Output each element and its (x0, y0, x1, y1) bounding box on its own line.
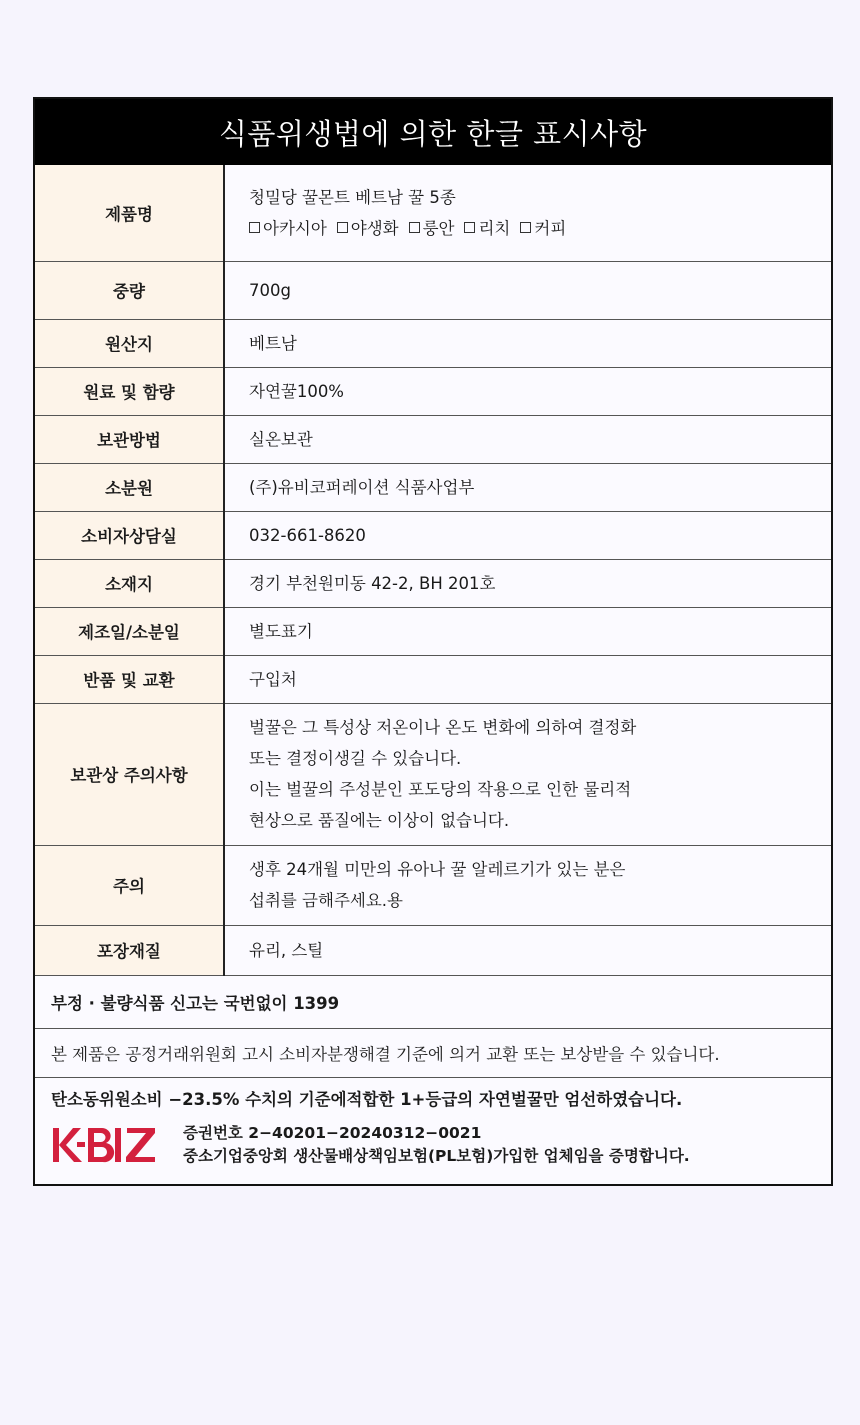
variant-option (249, 219, 327, 238)
table-row (35, 703, 831, 845)
checkbox-square-icon (409, 222, 420, 233)
variant-option (464, 219, 510, 238)
info-table (35, 165, 831, 976)
checkbox-square-icon (337, 222, 348, 233)
row-value (224, 925, 831, 975)
table-row (35, 261, 831, 319)
value-line: 유리, 스틸 (249, 940, 324, 960)
checkbox-square-icon (249, 222, 260, 233)
row-label: 중량 (35, 261, 224, 319)
value-line: 700g (249, 280, 291, 300)
row-value (224, 463, 831, 511)
kbiz-text (183, 1122, 690, 1168)
table-row (35, 165, 831, 261)
value-line: 베트남 (249, 333, 297, 353)
row-label: 소비자상담실 (35, 511, 224, 559)
row-label: 주의 (35, 845, 224, 925)
variant-option (337, 219, 399, 238)
table-row (35, 367, 831, 415)
certification-footer (35, 1078, 831, 1184)
label-sheet (33, 97, 833, 1186)
variant-option-label: 커피 (534, 218, 567, 238)
variant-option (409, 219, 455, 238)
value-line: 청밀당 꿀몬트 베트남 꿀 5종 (249, 187, 456, 207)
value-line: 현상으로 품질에는 이상이 없습니다. (249, 811, 510, 830)
row-label: 원산지 (35, 319, 224, 367)
cert-statement: 중소기업중앙회 생산물배상책임보험(PL보험)가입한 업체임을 증명합니다. (183, 1146, 690, 1165)
value-line: 경기 부천원미동 42-2, BH 201호 (249, 573, 496, 593)
row-label: 소재지 (35, 559, 224, 607)
row-value (224, 165, 831, 261)
value-line: 벌꿀은 그 특성상 저온이나 온도 변화에 의하여 결정화 (249, 718, 637, 737)
row-value (224, 319, 831, 367)
value-line: 생후 24개월 미만의 유아나 꿀 알레르기가 있는 분은 (249, 860, 626, 879)
value-line: (주)유비코퍼레이션 식품사업부 (249, 477, 475, 497)
row-label: 원료 및 함량 (35, 367, 224, 415)
value-line: 실온보관 (249, 429, 313, 449)
row-value (224, 845, 831, 925)
variant-option-label: 아카시아 (263, 218, 327, 238)
kbiz-row (51, 1122, 831, 1168)
row-label: 제조일/소분일 (35, 607, 224, 655)
row-label: 소분원 (35, 463, 224, 511)
table-row (35, 559, 831, 607)
row-label: 반품 및 교환 (35, 655, 224, 703)
checkbox-square-icon (520, 222, 531, 233)
table-row (35, 655, 831, 703)
table-row (35, 845, 831, 925)
value-line: 섭취를 금해주세요.용 (249, 891, 403, 910)
table-row (35, 319, 831, 367)
exchange-notice: 본 제품은 공정거래위원회 고시 소비자분쟁해결 기준에 의거 교환 또는 보상받을 수 있습니다. (35, 1029, 831, 1078)
value-line: 구입처 (249, 669, 297, 689)
row-value (224, 607, 831, 655)
row-value (224, 559, 831, 607)
kbiz-logo (51, 1123, 169, 1167)
table-row (35, 511, 831, 559)
row-label: 보관방법 (35, 415, 224, 463)
sheet-title: 식품위생법에 의한 한글 표시사항 (35, 99, 831, 165)
variant-option-label: 리치 (478, 218, 511, 238)
cert-number: 증권번호 2−40201−20240312−0021 (183, 1123, 482, 1142)
value-line: 별도표기 (249, 621, 313, 641)
value-line: 이는 벌꿀의 주성분인 포도당의 작용으로 인한 물리적 (249, 780, 632, 799)
table-row (35, 607, 831, 655)
row-value (224, 511, 831, 559)
row-label: 보관상 주의사항 (35, 703, 224, 845)
variant-option (520, 219, 566, 238)
row-value (224, 655, 831, 703)
row-label: 제품명 (35, 165, 224, 261)
variant-options (249, 213, 831, 244)
table-row (35, 463, 831, 511)
value-line: 자연꿀100% (249, 381, 344, 401)
row-value (224, 703, 831, 845)
row-value (224, 415, 831, 463)
checkbox-square-icon (464, 222, 475, 233)
row-label: 포장재질 (35, 925, 224, 975)
row-value (224, 261, 831, 319)
variant-option-label: 룽안 (422, 218, 455, 238)
quality-statement: 탄소동위원소비 −23.5% 수치의 기준에적합한 1+등급의 자연벌꿀만 엄선하였습니다. (51, 1089, 683, 1109)
table-row (35, 925, 831, 975)
variant-option-label: 야생화 (350, 218, 399, 238)
table-row (35, 415, 831, 463)
row-value (224, 367, 831, 415)
report-notice: 부정 · 불량식품 신고는 국번없이 1399 (35, 976, 831, 1029)
value-line: 032-661-8620 (249, 525, 366, 545)
value-line: 또는 결정이생길 수 있습니다. (249, 749, 462, 768)
